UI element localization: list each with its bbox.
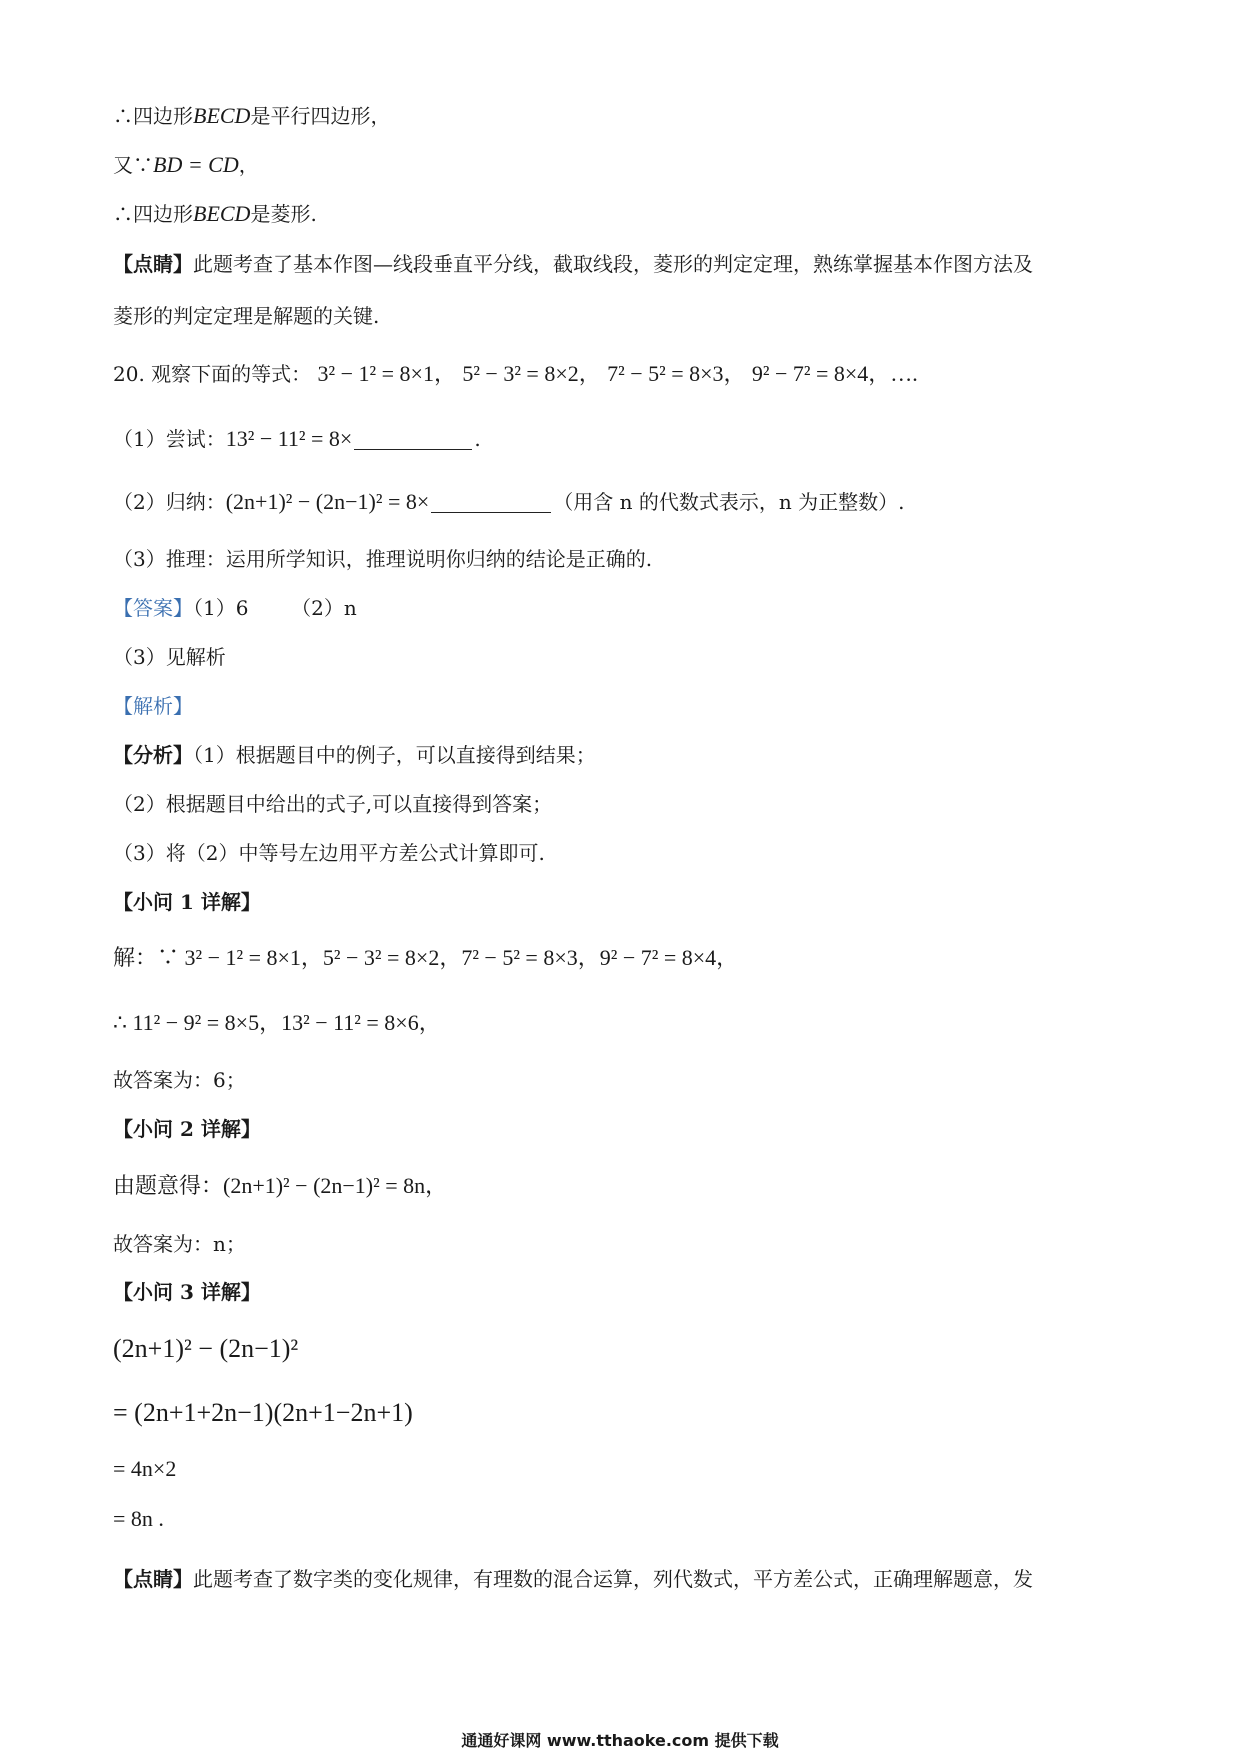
question-number: 20. 观察下面的等式： bbox=[113, 362, 312, 386]
solution-line bbox=[113, 1505, 164, 1533]
answer-line bbox=[113, 643, 226, 671]
fenxi-tag: 【分析】 bbox=[113, 743, 193, 767]
solution-line bbox=[113, 1230, 246, 1258]
dianjing-tag: 【点睛】 bbox=[113, 252, 193, 276]
analysis-line bbox=[113, 839, 545, 867]
equation: 7² − 5² = 8×3， bbox=[607, 361, 746, 386]
sub-question-heading: 【小问 3 详解】 bbox=[113, 1280, 261, 1304]
text-seg: （用含 n 的代数式表示，n 为正整数）. bbox=[553, 490, 905, 514]
solution-line bbox=[113, 944, 738, 972]
answer-part: （1）6 bbox=[193, 596, 249, 620]
math-var: BECD bbox=[193, 201, 251, 226]
equation: 由题意得：(2n+1)² − (2n−1)² = 8n， bbox=[113, 1173, 448, 1198]
answer-part: （3）见解析 bbox=[113, 645, 226, 669]
answer-line bbox=[113, 594, 357, 622]
text-seg: . bbox=[474, 427, 481, 451]
solution-line bbox=[113, 1455, 176, 1483]
text-seg: 此题考查了数字类的变化规律，有理数的混合运算，列代数式，平方差公式，正确理解题意，发 bbox=[193, 1567, 1033, 1591]
equation: ∴ 11² − 9² = 8×5，13² − 11² = 8×6， bbox=[113, 1010, 441, 1035]
text-seg: ∴四边形 bbox=[113, 202, 193, 226]
text-seg: （1）根据题目中的例子，可以直接得到结果； bbox=[193, 743, 596, 767]
equation: 13² − 11² = 8× bbox=[225, 426, 353, 451]
equation: 3² − 1² = 8×1， bbox=[317, 361, 456, 386]
analysis-line bbox=[113, 790, 552, 818]
text-seg: 是菱形. bbox=[250, 202, 317, 226]
equation: 5² − 3² = 8×2， bbox=[462, 361, 601, 386]
part-label: （2）归纳： bbox=[113, 490, 226, 514]
equation: = 8n . bbox=[113, 1506, 164, 1531]
text-seg: （3）推理：运用所学知识，推理说明你归纳的结论是正确的. bbox=[113, 547, 653, 571]
text-line bbox=[113, 151, 259, 179]
text-seg: 故答案为：n； bbox=[113, 1232, 246, 1256]
analysis-header bbox=[113, 692, 193, 720]
text-seg: 菱形的判定定理是解题的关键. bbox=[113, 304, 380, 328]
note-line bbox=[113, 250, 1033, 278]
equation: 9² − 7² = 8×4，…. bbox=[751, 361, 918, 386]
note-line bbox=[113, 302, 379, 330]
sub-question-heading: 【小问 2 详解】 bbox=[113, 1117, 261, 1141]
equation: = 4n×2 bbox=[113, 1456, 177, 1481]
text-seg: 又∵ bbox=[113, 153, 153, 177]
text-seg: ， bbox=[238, 153, 259, 177]
solution-line bbox=[113, 1172, 447, 1200]
question-part bbox=[113, 425, 481, 453]
solution-line bbox=[113, 1009, 441, 1037]
answer-blank bbox=[431, 494, 551, 513]
text-line bbox=[113, 102, 390, 130]
text-seg: ∴四边形 bbox=[113, 104, 193, 128]
equation: (2n+1)² − (2n−1)² bbox=[113, 1334, 299, 1363]
dianjing-tag: 【点睛】 bbox=[113, 1567, 193, 1591]
solution-line bbox=[113, 1066, 246, 1094]
question-stem bbox=[113, 360, 918, 388]
equation: (2n+1)² − (2n−1)² = 8× bbox=[225, 489, 430, 514]
equation: 解：∵ 3² − 1² = 8×1，5² − 3² = 8×2，7² − 5² = 8×3，9² − 7² = 8×4， bbox=[113, 945, 739, 970]
section-heading bbox=[113, 888, 261, 916]
text-line bbox=[113, 200, 317, 228]
solution-line bbox=[113, 1398, 413, 1427]
note-line bbox=[113, 1565, 1033, 1593]
answer-part: （2）n bbox=[291, 596, 357, 620]
text-seg: 故答案为：6； bbox=[113, 1068, 246, 1092]
text-seg: （3）将（2）中等号左边用平方差公式计算即可. bbox=[113, 841, 545, 865]
section-heading bbox=[113, 1115, 261, 1143]
answer-blank bbox=[354, 431, 472, 450]
question-part bbox=[113, 545, 652, 573]
solution-line bbox=[113, 1334, 298, 1363]
text-seg: 此题考查了基本作图—线段垂直平分线，截取线段，菱形的判定定理，熟练掌握基本作图方法及 bbox=[193, 252, 1033, 276]
text-seg: （2）根据题目中给出的式子,可以直接得到答案； bbox=[113, 792, 553, 816]
text-seg: 是平行四边形， bbox=[250, 104, 391, 128]
part-label: （1）尝试： bbox=[113, 427, 226, 451]
sub-question-heading: 【小问 1 详解】 bbox=[113, 890, 261, 914]
section-heading bbox=[113, 1278, 261, 1306]
page-footer: 通通好课网 www.tthaoke.com 提供下载 bbox=[461, 1731, 779, 1750]
math-expr: BD = CD bbox=[153, 152, 239, 177]
analysis-tag: 【解析】 bbox=[113, 694, 193, 718]
analysis-line bbox=[113, 741, 596, 769]
question-part bbox=[113, 488, 904, 516]
equation: = (2n+1+2n−1)(2n+1−2n+1) bbox=[113, 1398, 413, 1427]
answer-tag: 【答案】 bbox=[113, 596, 193, 620]
math-var: BECD bbox=[193, 103, 251, 128]
